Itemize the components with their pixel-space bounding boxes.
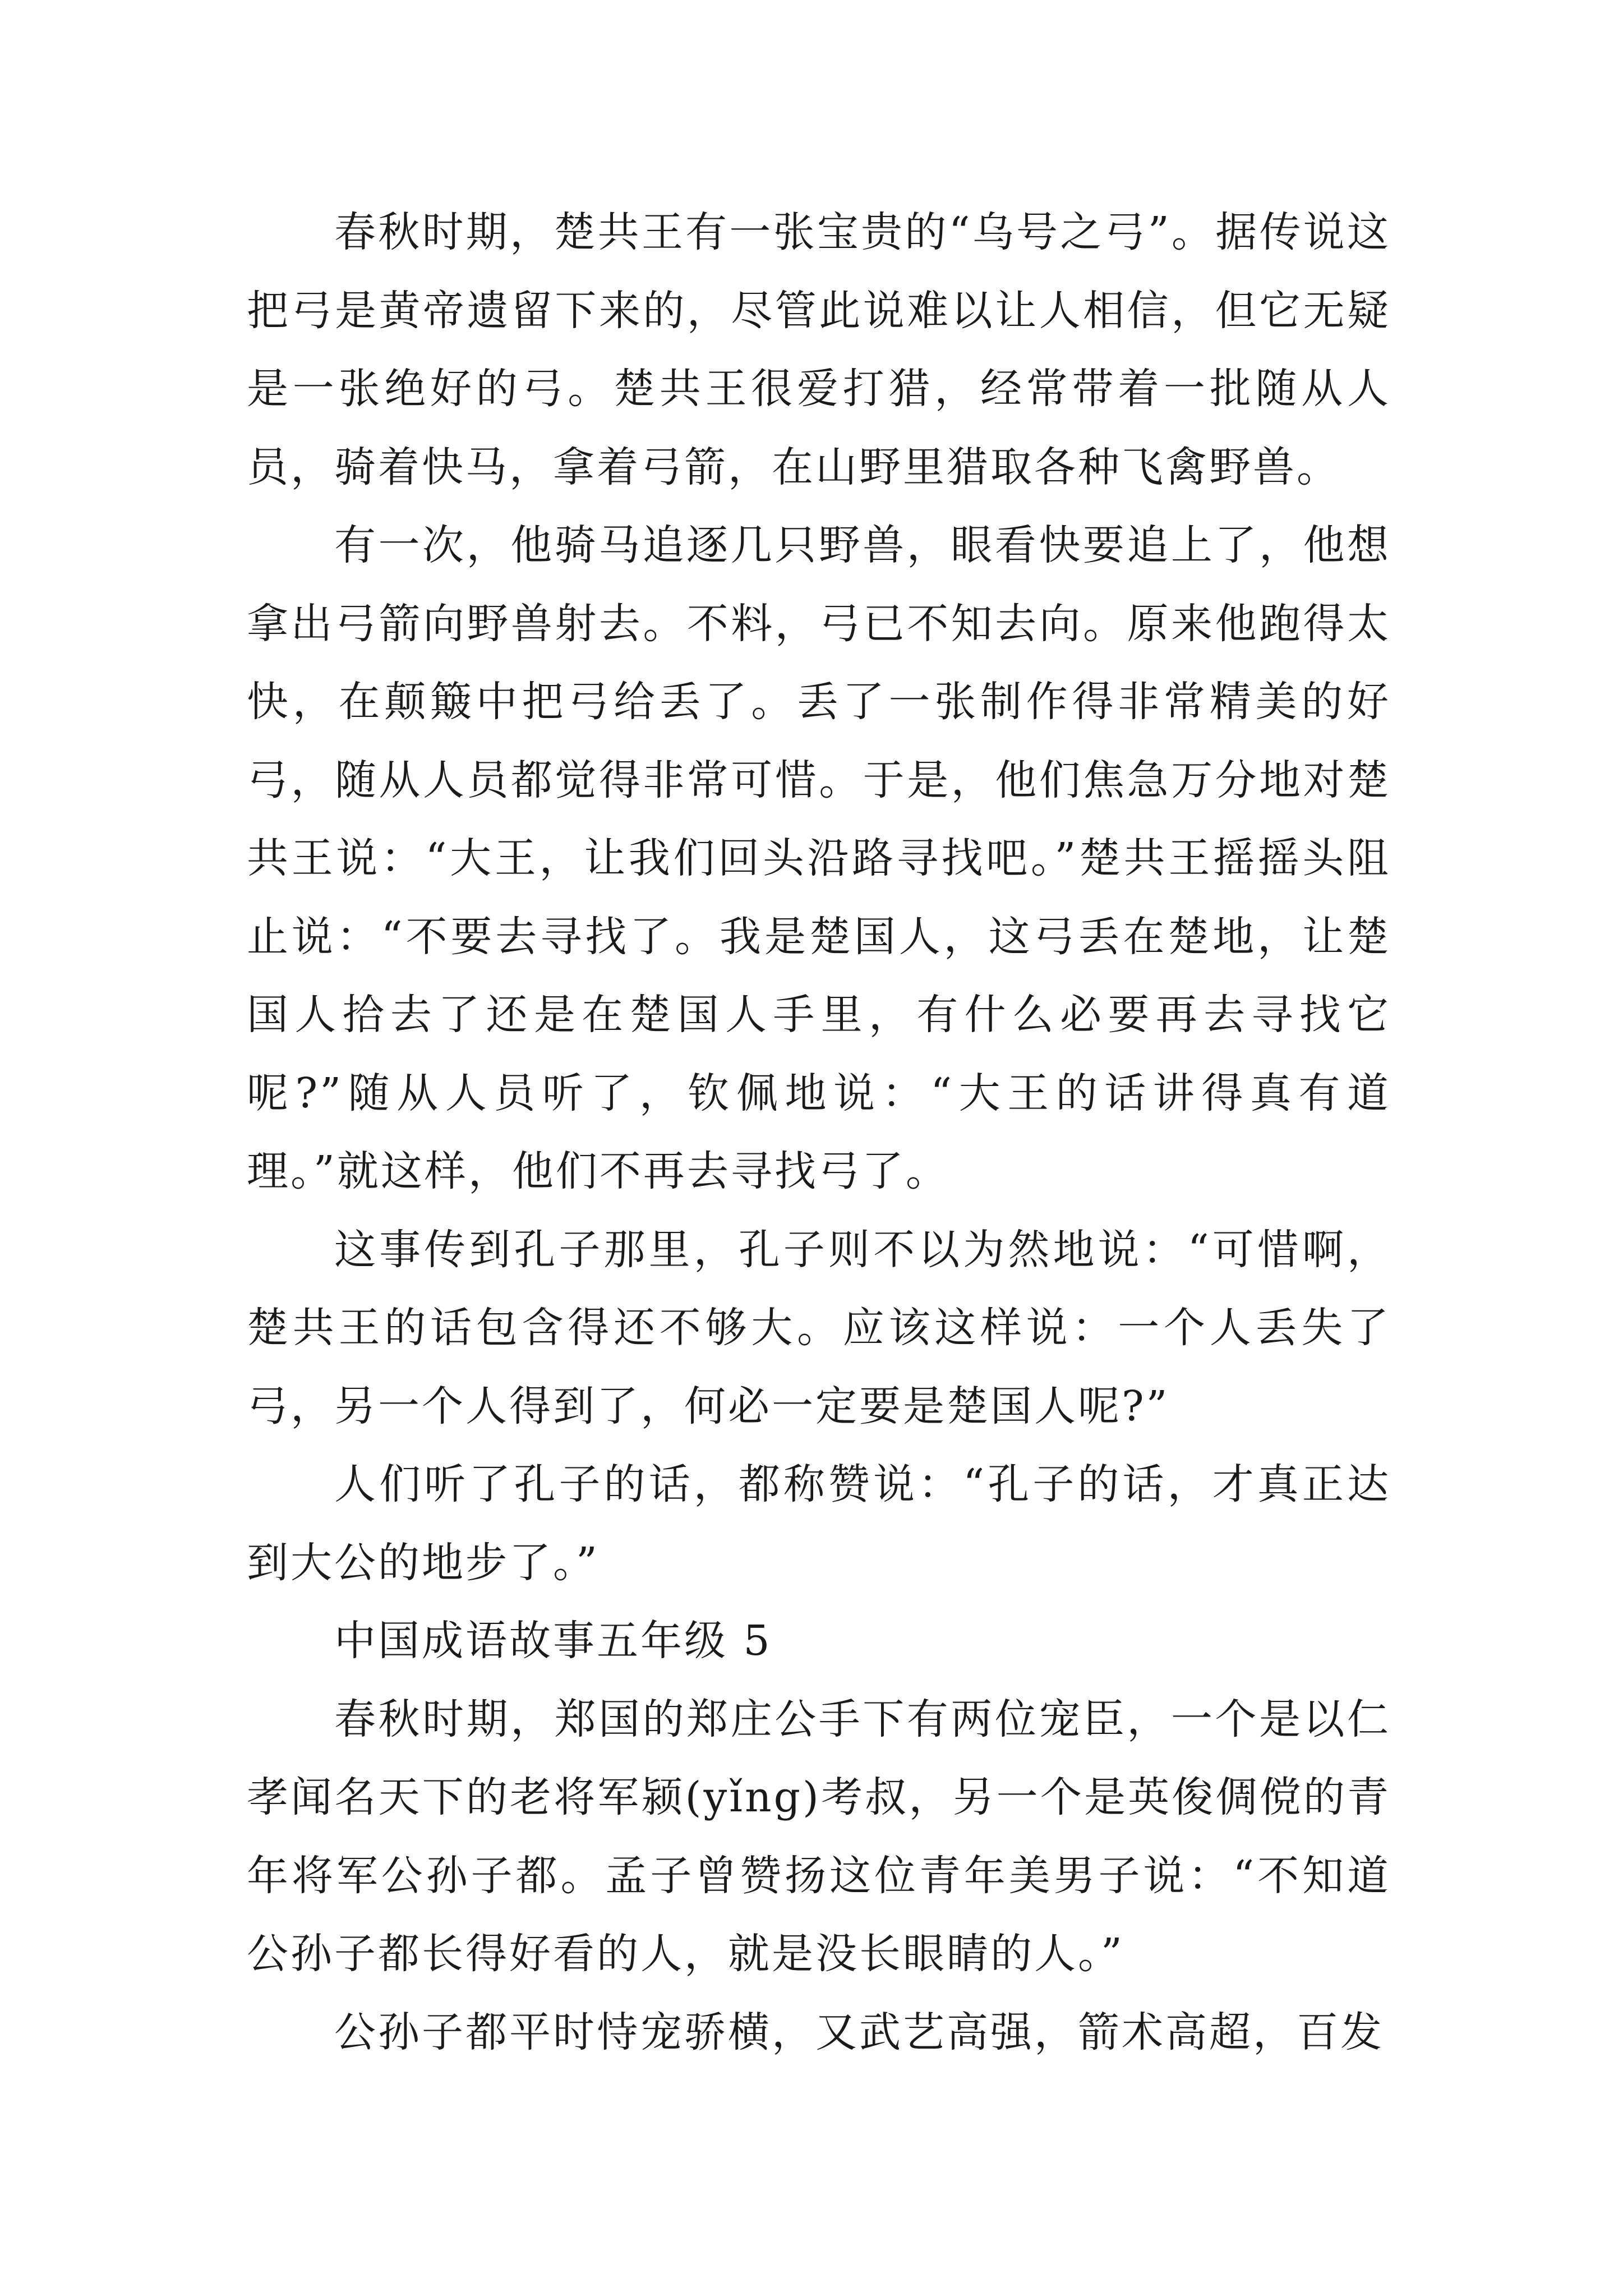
section-paragraph-1: 春秋时期，郑国的郑庄公手下有两位宠臣，一个是以仁孝闻名天下的老将军颍(yǐng)考叔，另一个是英俊倜傥的青年将军公孙子都。孟子曾赞扬这位青年美男子说：“不知道公孙子都长得好看的人，就是没长眼睛的人。”: [247, 1695, 1391, 1978]
paragraph-4: 人们听了孔子的话，都称赞说：“孔子的话，才真正达到大公的地步了。”: [247, 1460, 1391, 1587]
paragraph-3: 这事传到孔子那里，孔子则不以为然地说：“可惜啊，楚共王的话包含得还不够大。应该这样说：一个人丢失了弓，另一个人得到了，何必一定要是楚国人呢?”: [247, 1225, 1391, 1430]
section-heading: 中国成语故事五年级 5: [334, 1617, 772, 1665]
section-paragraph-2: 公孙子都平时恃宠骄横，又武艺高强，箭术高超，百发: [334, 2008, 1384, 2056]
document-body: [247, 194, 1391, 2072]
paragraph-2: 有一次，他骑马追逐几只野兽，眼看快要追上了，他想拿出弓箭向野兽射去。不料，弓已不知去向。原来他跑得太快，在颠簸中把弓给丢了。丢了一张制作得非常精美的好弓，随从人员都觉得非常可惜。于是，他们焦急万分地对楚共王说：“大王，让我们回头沿路寻找吧。”楚共王摇摇头阻止说：“不要去寻找了。我是楚国人，这弓丢在楚地，让楚国人拾去了还是在楚国人手里，有什么必要再去寻找它呢?”随从人员听了，钦佩地说：“大王的话讲得真有道理。”就这样，他们不再去寻找弓了。: [247, 521, 1391, 1195]
paragraph-1: 春秋时期，楚共王有一张宝贵的“乌号之弓”。据传说这把弓是黄帝遗留下来的，尽管此说难以让人相信，但它无疑是一张绝好的弓。楚共王很爱打猎，经常带着一批随从人员，骑着快马，拿着弓箭，在山野里猎取各种飞禽野兽。: [247, 208, 1391, 491]
